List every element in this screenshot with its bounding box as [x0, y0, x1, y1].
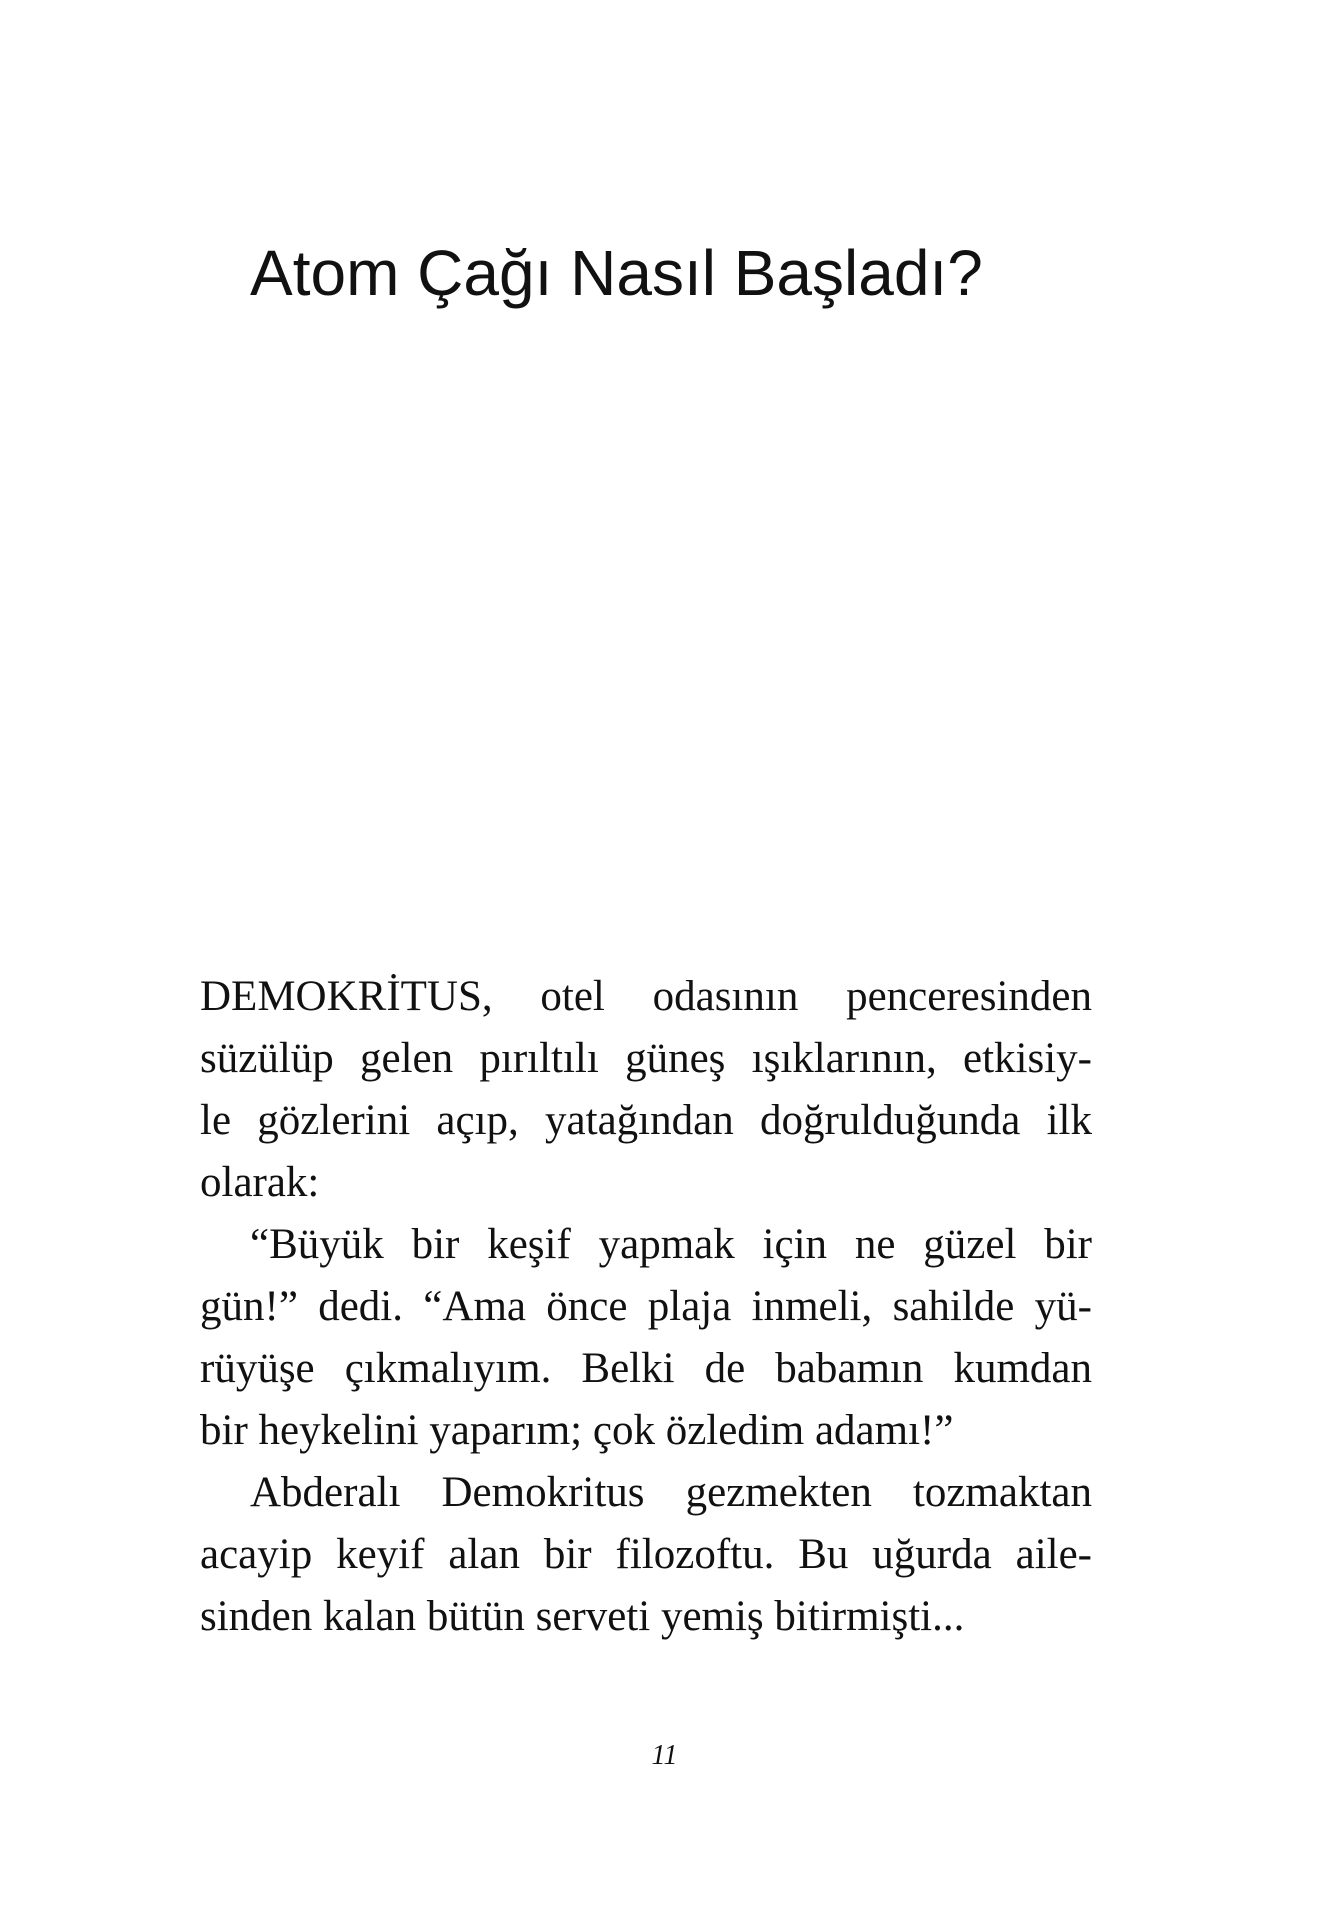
body-text: [200, 966, 1092, 1648]
text-line: süzülüp gelen pırıltılı güneş ışıklarının, etkisiy-: [200, 1035, 1092, 1082]
text-line: bir heykelini yaparım; çok özledim adamı!”: [200, 1407, 954, 1454]
text-line: acayip keyif alan bir filozoftu. Bu uğurda aile-: [200, 1531, 1092, 1578]
text-line: rüyüşe çıkmalıyım. Belki de babamın kumdan: [200, 1345, 1092, 1392]
text-line: DEMOKRİTUS, otel odasının penceresinden: [200, 973, 1092, 1020]
text-line: Abderalı Demokritus gezmekten tozmaktan: [250, 1469, 1092, 1516]
text-line: le gözlerini açıp, yatağından doğrulduğunda ilk: [200, 1097, 1092, 1144]
text-line: gün!” dedi. “Ama önce plaja inmeli, sahilde yü-: [200, 1283, 1092, 1330]
chapter-title: Atom Çağı Nasıl Başladı?: [250, 237, 983, 309]
text-line: “Büyük bir keşif yapmak için ne güzel bir: [250, 1221, 1092, 1268]
page-number: 11: [651, 1740, 678, 1771]
text-line: olarak:: [200, 1159, 320, 1206]
text-line: sinden kalan bütün serveti yemiş bitirmişti...: [200, 1593, 965, 1640]
